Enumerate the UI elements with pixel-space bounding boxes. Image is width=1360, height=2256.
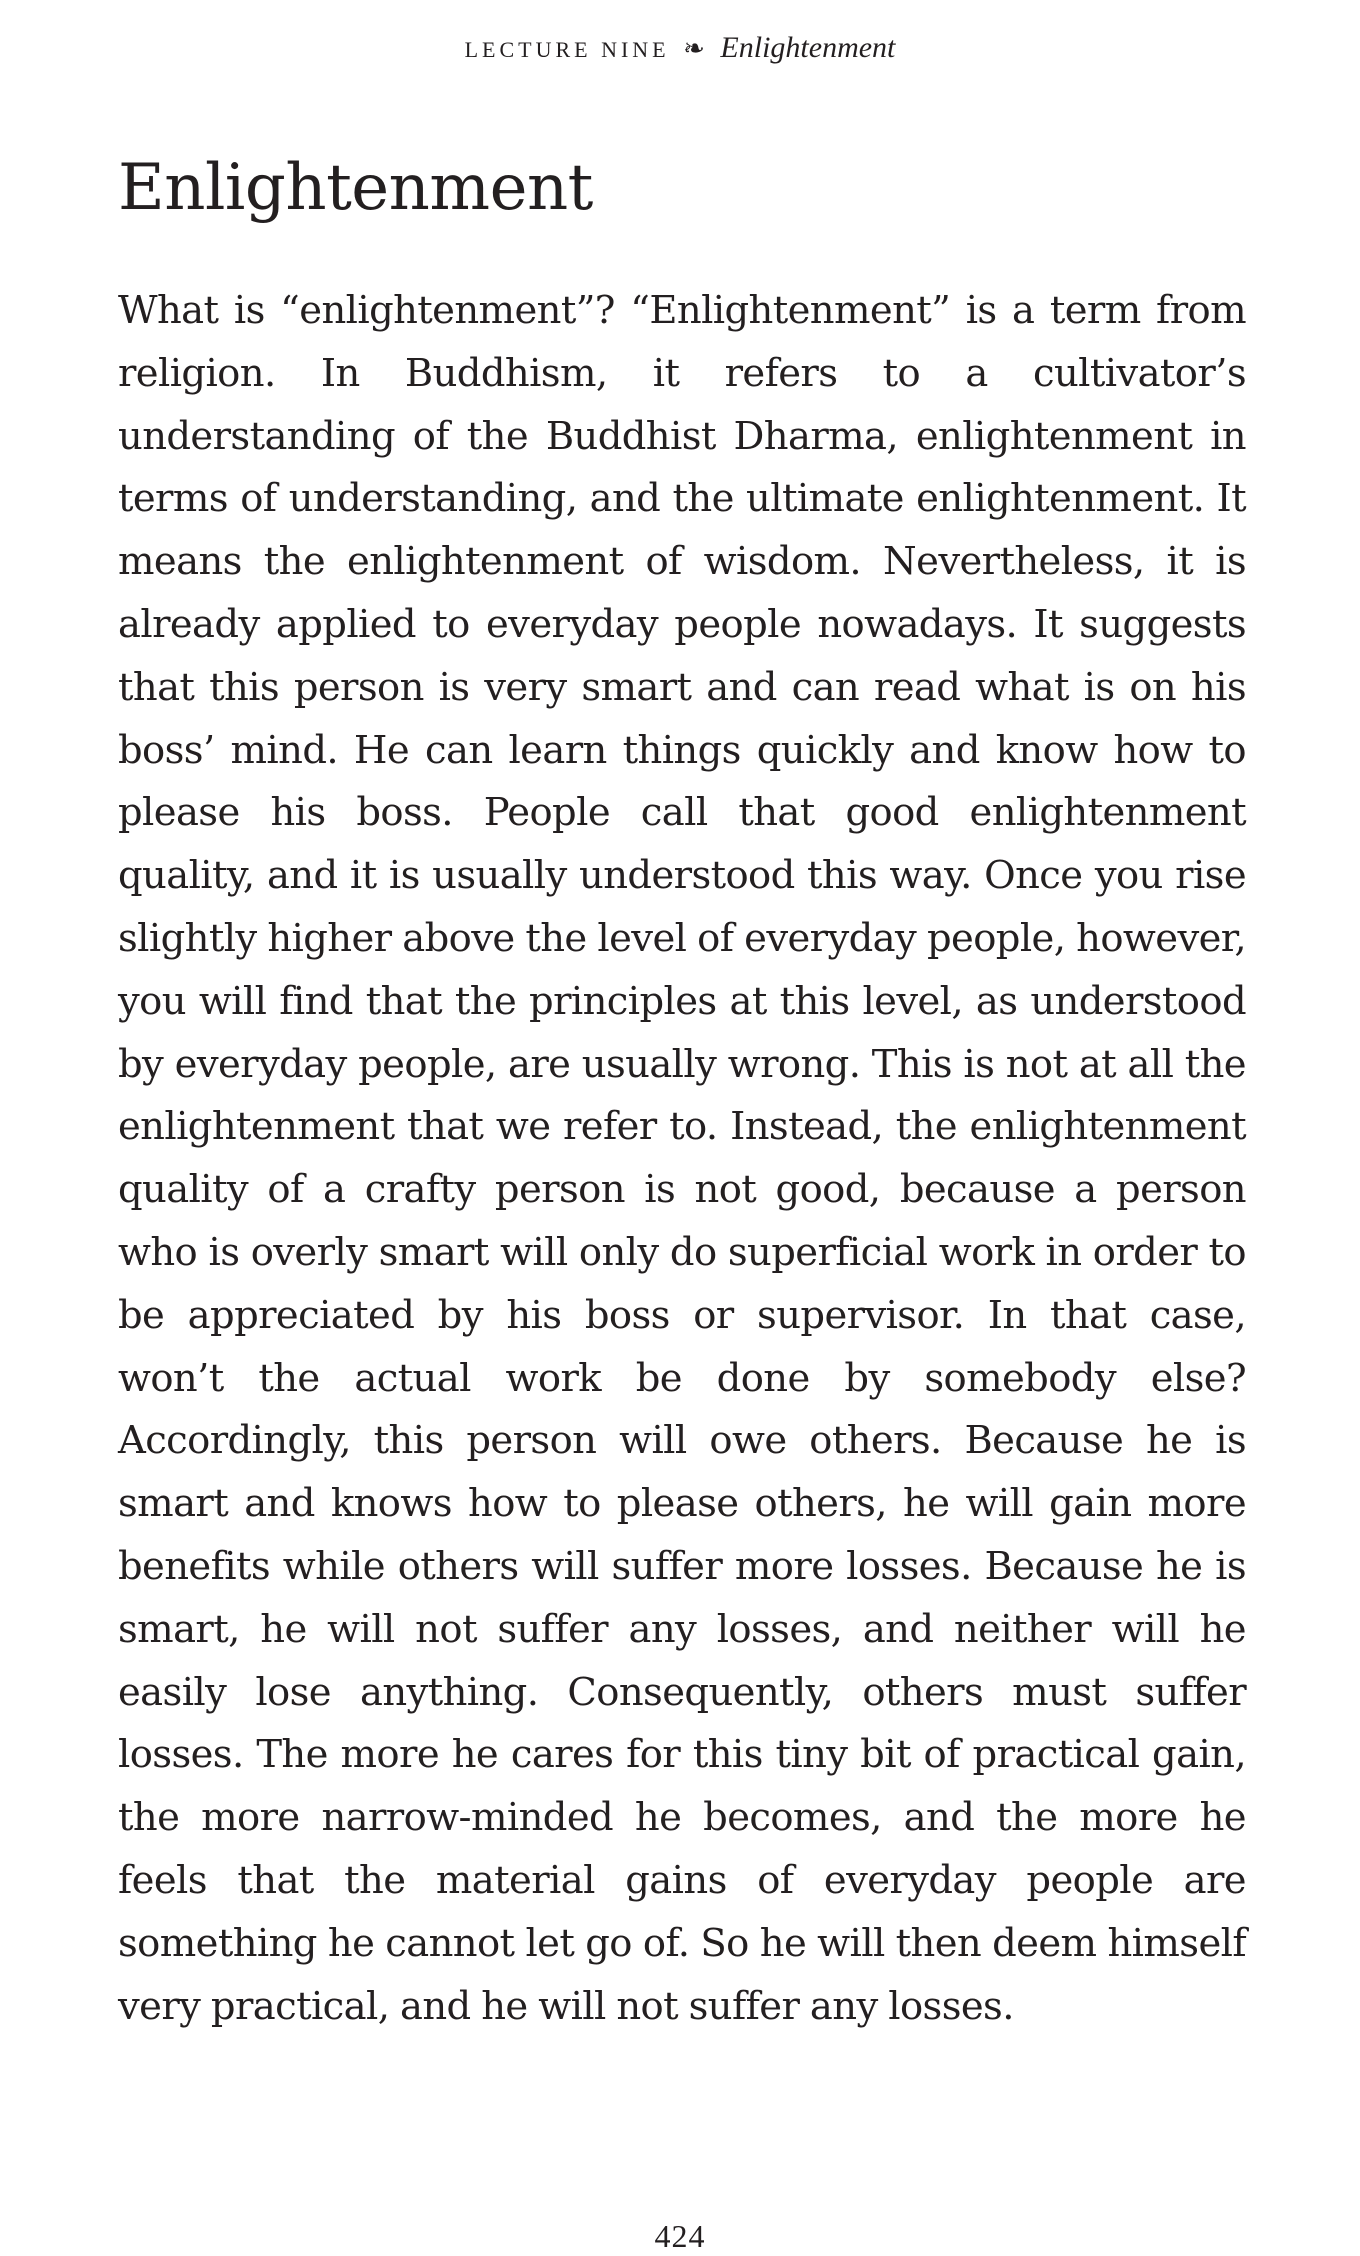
running-head (0, 28, 1360, 70)
page-number: 424 (654, 2218, 706, 2254)
running-head-section: LECTURE NINE (464, 37, 670, 62)
fleuron-ornament-icon: ❧ (683, 34, 705, 63)
running-head-chapter: Enlightenment (720, 31, 896, 64)
body-paragraph: What is “enlightenment”? “Enlightenment” is a term from religion. In Buddhism, it refers to a cultivator’s understanding of the Buddhist Dharma, enlightenment in terms of understanding, and the ultimate enlightenment. It means the enlightenment of wisdom. Nevertheless, it is already applied to everyday people nowadays. It suggests that this person is very smart and can read what is on his boss’ mind. He can learn things quickly and know how to please his boss. People call that good enlightenment quality, and it is usually understood this way. Once you rise slightly higher above the level of everyday people, however, you will find that the principles at this level, as understood by everyday people, are usually wrong. This is not at all the enlightenment that we refer to. Instead, the enlightenment quality of a crafty person is not good, because a person who is overly smart will only do superficial work in order to be appreciated by his boss or supervisor. In that case, won’t the actual work be done by somebody else? Accordingly, this person will owe others. Because he is smart and knows how to please others, he will gain more benefits while others will suffer more losses. Because he is smart, he will not suffer any losses, and neither will he easily lose anything. Consequently, others must suffer losses. The more he cares for this tiny bit of practical gain, the more narrow-minded he becomes, and the more he feels that the material gains of everyday people are something he cannot let go of. So he will then deem himself very practical, and he will not suffer any losses. (118, 288, 1246, 2029)
page-title: Enlightenment (118, 151, 593, 225)
